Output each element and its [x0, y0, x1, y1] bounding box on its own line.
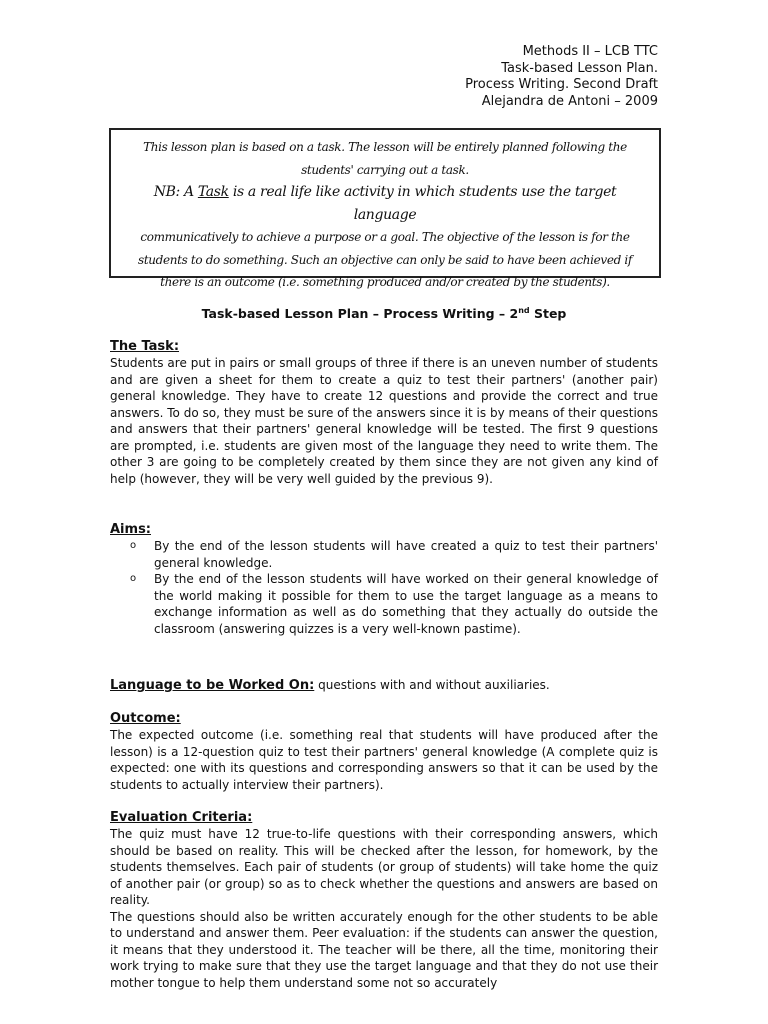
evaluation-heading: Evaluation Criteria:: [110, 810, 253, 825]
outcome-heading: Outcome:: [110, 711, 181, 726]
note-line: students' carrying out a task.: [301, 162, 469, 177]
aims-item: o By the end of the lesson students will have created a quiz to test their partners' general knowledge.: [130, 539, 658, 570]
language-text: questions with and without auxiliaries.: [314, 678, 550, 692]
nb-definition-line: [125, 181, 645, 226]
header-plan-type: Task-based Lesson Plan.: [501, 60, 658, 76]
note-line: there is an outcome (i.e. something produced and/or created by the students).: [160, 275, 610, 289]
header-author: Alejandra de Antoni – 2009: [481, 93, 658, 109]
task-definition-box: [109, 128, 661, 289]
nb-task-word: Task: [197, 184, 229, 200]
bullet-icon: o: [130, 540, 137, 551]
language-section: [110, 674, 658, 693]
evaluation-section: [110, 809, 658, 991]
nb-rest: is a real life like activity in which students use the target language: [228, 184, 617, 223]
evaluation-para-2: The questions should also be written accurately enough for the other students to be able to understand and answer them. Peer evaluation: if the students can answer the question, it means that they understood it. The teacher will be there, all the time, monitoring their work trying to make sure that they use the target language and that they do not use their mother tongue to help them understand some not so accurately: [110, 909, 658, 990]
aims-item: o By the end of the lesson students will have worked on their general knowledge of the world making it possible for them to use the target language as a means to exchange information as well as do something that they actually do outside the classroom (answering quizzes is a very well-known pastime).: [130, 572, 658, 636]
outcome-body: The expected outcome (i.e. something real that students will have produced after the lesson) is a 12-question quiz to test their partners' general knowledge (A complete quiz is expected: one with its questions and corresponding answers so that it can be used by the students to actually interview their partners).: [110, 728, 658, 792]
header-draft: Process Writing. Second Draft: [465, 77, 658, 92]
note-line: This lesson plan is based on a task. The lesson will be entirely planned following the: [143, 140, 627, 154]
document-header: [465, 44, 658, 110]
document-title: Task-based Lesson Plan – Process Writing – 2nd Step: [201, 306, 567, 322]
task-heading: The Task:: [110, 339, 180, 354]
language-heading: Language to be Worked On:: [110, 678, 315, 693]
aims-heading: Aims:: [110, 522, 151, 537]
aims-section: [110, 521, 658, 637]
bullet-icon: o: [130, 573, 137, 584]
evaluation-para-1: The quiz must have 12 true-to-life questions with their corresponding answers, which should be based on reality. This will be checked after the lesson, for homework, by the students themselves. Each pair of students (or group of students) will take home the quiz of another pair (or group) so as to check whether the questions and answers are based on reality.: [110, 827, 658, 907]
outcome-section: [110, 710, 658, 793]
note-line: students to do something. Such an objective can only be said to have been achieved if: [138, 252, 632, 267]
task-body: Students are put in pairs or small groups of three if there is an uneven number of students and are given a sheet for them to create a quiz to test their partners' (another pair) general knowledge. They have to create 12 questions and provide the correct and true answers. To do so, they must be sure of the answers since it is by means of their questions and answers that their partners' general knowledge will be tested. The first 9 questions are prompted, i.e. students are given most of the language they need to write them. The other 3 are going to be completely created by them since they are not given any kind of help (however, they will be very well guided by the previous 9).: [110, 356, 658, 486]
nb-prefix: NB: A: [153, 184, 198, 200]
note-line: communicatively to achieve a purpose or a goal. The objective of the lesson is for the: [140, 230, 630, 244]
aims-list: [110, 538, 658, 637]
task-section: [110, 338, 658, 487]
header-course: Methods II – LCB TTC: [522, 44, 658, 59]
